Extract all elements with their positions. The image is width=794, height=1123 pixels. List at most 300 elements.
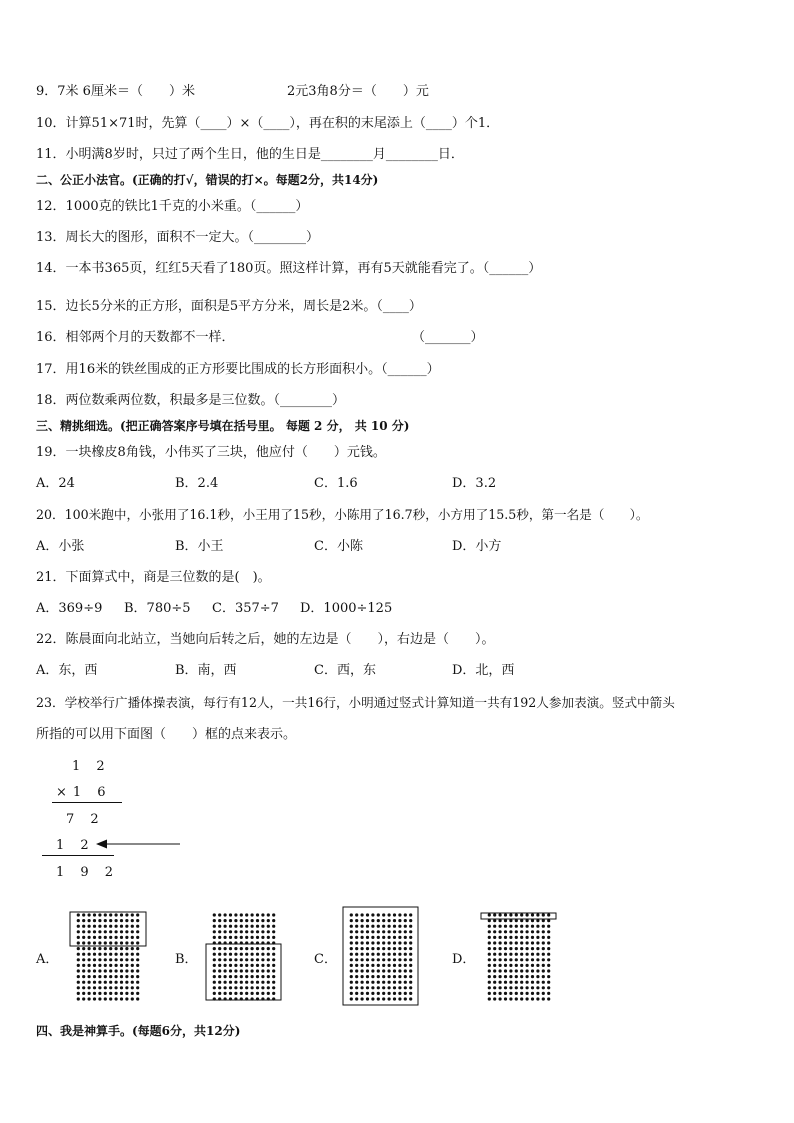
dot — [109, 919, 112, 922]
dot — [366, 969, 369, 972]
dot — [499, 992, 502, 995]
dot — [224, 953, 227, 956]
dot — [499, 997, 502, 1000]
dot — [393, 913, 396, 916]
dot — [520, 925, 523, 928]
dot — [261, 958, 264, 961]
q19-option-b: B．2.4 — [175, 476, 219, 491]
dot — [251, 975, 254, 978]
dot — [509, 925, 512, 928]
dot — [267, 936, 270, 939]
dot — [509, 986, 512, 989]
dot — [504, 953, 507, 956]
dot — [509, 969, 512, 972]
dot — [409, 997, 412, 1000]
dot — [224, 936, 227, 939]
dot — [493, 975, 496, 978]
dot — [267, 930, 270, 933]
dot — [382, 953, 385, 956]
dot — [136, 925, 139, 928]
dot — [98, 919, 101, 922]
dot — [120, 986, 123, 989]
dot — [104, 913, 107, 916]
dot — [267, 986, 270, 989]
dot — [224, 919, 227, 922]
dot — [493, 953, 496, 956]
dot — [251, 953, 254, 956]
dot — [224, 958, 227, 961]
dot — [409, 958, 412, 961]
dot — [98, 986, 101, 989]
dot — [388, 969, 391, 972]
dot — [355, 992, 358, 995]
calc-partial-1: 7 2 — [66, 812, 105, 827]
dot — [547, 958, 550, 961]
dot — [115, 986, 118, 989]
dot — [526, 981, 529, 984]
dot — [499, 941, 502, 944]
dot — [520, 997, 523, 1000]
dot — [531, 986, 534, 989]
dot — [104, 975, 107, 978]
calc-product: 1 9 2 — [56, 865, 120, 880]
dot — [234, 925, 237, 928]
dot — [224, 947, 227, 950]
dot — [398, 947, 401, 950]
dot — [504, 975, 507, 978]
dot — [272, 953, 275, 956]
dot — [382, 919, 385, 922]
dot — [261, 913, 264, 916]
dot — [131, 997, 134, 1000]
dot — [377, 941, 380, 944]
dot — [547, 913, 550, 916]
dot — [388, 925, 391, 928]
dot — [245, 913, 248, 916]
dot — [404, 919, 407, 922]
q19-option-a: A．24 — [36, 476, 75, 491]
dot — [256, 981, 259, 984]
dot — [272, 969, 275, 972]
dot — [115, 936, 118, 939]
dot — [88, 913, 91, 916]
dot — [136, 986, 139, 989]
dot — [371, 919, 374, 922]
dot — [261, 947, 264, 950]
dot — [388, 936, 391, 939]
dot — [115, 913, 118, 916]
dot — [499, 969, 502, 972]
dot — [115, 941, 118, 944]
dot — [98, 947, 101, 950]
dot — [409, 925, 412, 928]
dot — [109, 964, 112, 967]
question-19: 19．一块橡皮8角钱，小伟买了三块，他应付（ ）元钱。 — [36, 445, 386, 460]
dot — [350, 936, 353, 939]
q21-option-c: C．357÷7 — [212, 601, 279, 616]
dot — [382, 936, 385, 939]
dot — [218, 969, 221, 972]
dot — [366, 925, 369, 928]
dot — [377, 992, 380, 995]
dot — [93, 913, 96, 916]
dot — [404, 947, 407, 950]
dot — [234, 958, 237, 961]
dot — [398, 913, 401, 916]
dot — [377, 975, 380, 978]
dot — [398, 964, 401, 967]
dot — [82, 997, 85, 1000]
dot — [229, 986, 232, 989]
dot — [131, 964, 134, 967]
dot — [515, 953, 518, 956]
dot — [536, 981, 539, 984]
dot — [272, 975, 275, 978]
dot — [520, 941, 523, 944]
dot — [82, 913, 85, 916]
dot — [82, 953, 85, 956]
dot — [104, 930, 107, 933]
dot — [547, 925, 550, 928]
question-10: 10．计算51×71时，先算（____）×（____），再在积的末尾添上（____）个1． — [36, 116, 500, 131]
dot — [526, 913, 529, 916]
dot — [515, 930, 518, 933]
dot — [77, 964, 80, 967]
question-16: 16．相邻两个月的天数都不一样． — [36, 330, 235, 345]
dot-array — [77, 913, 140, 1000]
dot — [382, 930, 385, 933]
dot — [77, 941, 80, 944]
dot — [488, 930, 491, 933]
dot — [350, 919, 353, 922]
dot — [526, 953, 529, 956]
calc-multiplicand: 1 2 — [72, 759, 111, 774]
dot — [109, 953, 112, 956]
dot — [509, 975, 512, 978]
dot — [267, 953, 270, 956]
dot — [136, 958, 139, 961]
dot — [509, 981, 512, 984]
dot — [234, 947, 237, 950]
dot — [536, 953, 539, 956]
dot — [213, 975, 216, 978]
dot — [125, 964, 128, 967]
dot — [256, 930, 259, 933]
dot — [267, 964, 270, 967]
dot — [104, 964, 107, 967]
dot — [531, 941, 534, 944]
dot — [115, 930, 118, 933]
dot — [125, 969, 128, 972]
dot-grid-a — [66, 908, 150, 1004]
dot — [115, 975, 118, 978]
dot — [77, 992, 80, 995]
dot — [77, 975, 80, 978]
dot — [382, 958, 385, 961]
dot — [371, 958, 374, 961]
dot — [404, 975, 407, 978]
dot — [388, 975, 391, 978]
dot — [82, 919, 85, 922]
dot — [520, 986, 523, 989]
dot — [251, 913, 254, 916]
dot — [240, 958, 243, 961]
dot — [355, 997, 358, 1000]
dot — [77, 913, 80, 916]
dot — [77, 947, 80, 950]
dot — [355, 964, 358, 967]
dot — [393, 975, 396, 978]
dot — [125, 958, 128, 961]
dot — [256, 913, 259, 916]
dot — [361, 953, 364, 956]
dot — [229, 981, 232, 984]
dot — [218, 947, 221, 950]
dot-grid-b — [203, 908, 285, 1004]
dot — [218, 930, 221, 933]
dot — [366, 941, 369, 944]
dot — [218, 953, 221, 956]
dot — [355, 975, 358, 978]
dot — [131, 930, 134, 933]
dot — [350, 930, 353, 933]
dot — [499, 913, 502, 916]
dot — [366, 936, 369, 939]
dot — [509, 936, 512, 939]
q22-option-a: A．东，西 — [36, 663, 98, 678]
q22-option-c: C．西，东 — [314, 663, 376, 678]
dot — [115, 925, 118, 928]
dot — [251, 969, 254, 972]
dot — [131, 992, 134, 995]
dot — [245, 975, 248, 978]
dot — [77, 936, 80, 939]
dot — [234, 919, 237, 922]
dot — [515, 925, 518, 928]
dot — [361, 947, 364, 950]
dot — [115, 953, 118, 956]
dot — [355, 925, 358, 928]
dot — [366, 953, 369, 956]
dot — [272, 947, 275, 950]
dot — [547, 975, 550, 978]
dot — [272, 964, 275, 967]
dot — [125, 953, 128, 956]
dot — [213, 981, 216, 984]
dot — [218, 925, 221, 928]
dot — [493, 913, 496, 916]
dot — [398, 981, 401, 984]
dot — [409, 981, 412, 984]
dot-grid-c — [340, 904, 422, 1008]
dot — [224, 925, 227, 928]
dot — [520, 958, 523, 961]
dot — [393, 964, 396, 967]
dot — [504, 925, 507, 928]
dot — [267, 992, 270, 995]
dot — [404, 986, 407, 989]
dot — [371, 992, 374, 995]
dot — [131, 913, 134, 916]
dot — [542, 925, 545, 928]
dot — [531, 997, 534, 1000]
dot — [120, 964, 123, 967]
dot — [115, 964, 118, 967]
dot — [251, 936, 254, 939]
dot — [542, 941, 545, 944]
dot — [234, 992, 237, 995]
dot — [361, 992, 364, 995]
dot — [409, 964, 412, 967]
dot — [213, 964, 216, 967]
dot — [542, 964, 545, 967]
dot — [213, 925, 216, 928]
dot — [398, 919, 401, 922]
dot — [136, 981, 139, 984]
dot — [224, 986, 227, 989]
dot — [531, 947, 534, 950]
dot — [493, 930, 496, 933]
dot — [261, 936, 264, 939]
dot — [131, 975, 134, 978]
dot — [377, 981, 380, 984]
dot — [393, 997, 396, 1000]
dot — [93, 997, 96, 1000]
dot — [404, 925, 407, 928]
section-4-heading: 四、我是神算手。(每题6分，共12分) — [36, 1024, 241, 1038]
dot — [131, 981, 134, 984]
dot — [218, 936, 221, 939]
dot — [240, 992, 243, 995]
dot — [515, 975, 518, 978]
dot — [115, 992, 118, 995]
dot — [536, 958, 539, 961]
dot — [382, 925, 385, 928]
dot — [404, 997, 407, 1000]
dot — [393, 925, 396, 928]
dot — [531, 981, 534, 984]
dot — [229, 925, 232, 928]
dot — [104, 969, 107, 972]
dot — [93, 953, 96, 956]
dot — [131, 941, 134, 944]
dot — [371, 986, 374, 989]
dot — [245, 981, 248, 984]
dot — [393, 969, 396, 972]
dot — [526, 936, 529, 939]
dot — [388, 981, 391, 984]
dot — [93, 975, 96, 978]
dot — [504, 941, 507, 944]
dot — [388, 958, 391, 961]
dot — [88, 941, 91, 944]
dot — [536, 947, 539, 950]
dot — [388, 941, 391, 944]
dot — [531, 958, 534, 961]
question-9-part1: 9．7米 6厘米＝（ ）米 — [36, 84, 195, 99]
dot — [240, 975, 243, 978]
dot — [224, 913, 227, 916]
dot — [493, 947, 496, 950]
dot — [115, 997, 118, 1000]
dot — [256, 925, 259, 928]
dot — [361, 930, 364, 933]
dot — [493, 969, 496, 972]
dot — [77, 969, 80, 972]
dot — [542, 930, 545, 933]
dot — [488, 947, 491, 950]
dot — [256, 992, 259, 995]
dot — [547, 930, 550, 933]
dot — [409, 953, 412, 956]
question-12: 12．1000克的铁比1千克的小米重。（______） — [36, 199, 309, 214]
dot — [350, 981, 353, 984]
dot — [136, 964, 139, 967]
dot — [109, 925, 112, 928]
dot — [404, 930, 407, 933]
dot — [88, 975, 91, 978]
dot — [409, 975, 412, 978]
dot — [488, 925, 491, 928]
dot — [218, 913, 221, 916]
dot — [536, 975, 539, 978]
dot — [98, 992, 101, 995]
dot — [240, 925, 243, 928]
dot — [256, 953, 259, 956]
dot — [504, 986, 507, 989]
dot — [488, 953, 491, 956]
dot — [520, 953, 523, 956]
dot — [509, 958, 512, 961]
dot — [267, 913, 270, 916]
dot — [104, 992, 107, 995]
dot — [125, 981, 128, 984]
dot — [520, 964, 523, 967]
dot — [240, 913, 243, 916]
dot — [245, 986, 248, 989]
dot — [120, 958, 123, 961]
dot — [536, 969, 539, 972]
dot — [366, 964, 369, 967]
q20-option-c: C．小陈 — [314, 539, 363, 554]
dot — [234, 964, 237, 967]
dot — [531, 913, 534, 916]
dot — [272, 925, 275, 928]
dot — [504, 981, 507, 984]
dot — [366, 930, 369, 933]
dot — [404, 936, 407, 939]
dot — [251, 958, 254, 961]
dot — [398, 958, 401, 961]
dot — [93, 981, 96, 984]
dot — [131, 919, 134, 922]
dot — [371, 997, 374, 1000]
dot — [504, 964, 507, 967]
dot — [536, 986, 539, 989]
dot — [256, 936, 259, 939]
dot — [98, 953, 101, 956]
dot — [361, 936, 364, 939]
dot — [526, 947, 529, 950]
dot — [531, 953, 534, 956]
dot — [499, 936, 502, 939]
dot — [120, 936, 123, 939]
dot — [398, 941, 401, 944]
dot — [536, 964, 539, 967]
question-11: 11．小明满8岁时，只过了两个生日，他的生日是________月________日． — [36, 147, 464, 162]
dot — [515, 936, 518, 939]
dot — [136, 975, 139, 978]
